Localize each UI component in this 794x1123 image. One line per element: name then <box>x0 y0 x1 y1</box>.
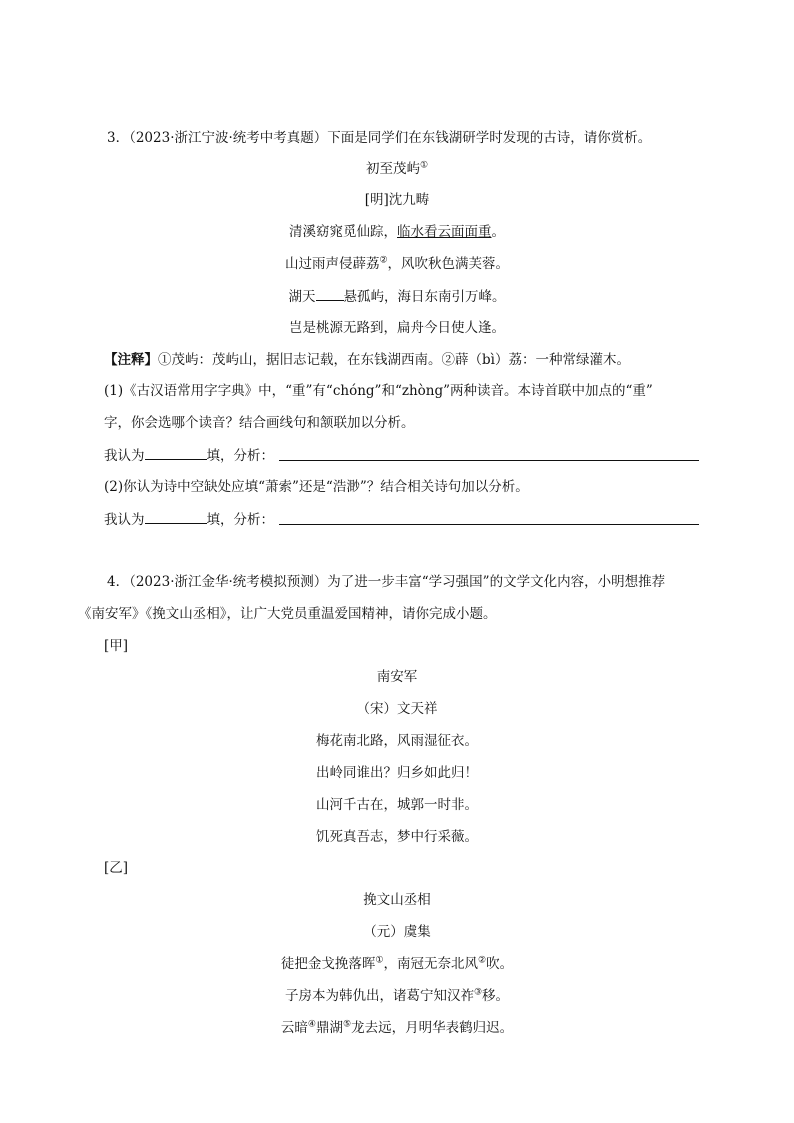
q4-poem1-line-3: 山河千古在，城郭一时非。 <box>316 797 478 813</box>
q3-note-text: ①茂屿：茂屿山，据旧志记载，在东钱湖西南。②薜（bì）荔：一种常绿灌木。 <box>158 352 630 368</box>
q3-line1-part-c: 。 <box>491 224 505 240</box>
q4-poem2-line-1 <box>0 954 794 974</box>
q4-stem-line2: 《南安军》《挽文山丞相》，让广大党员重温爱国精神，请你完成小题。 <box>78 606 497 622</box>
q3-answer2-choice-blank[interactable] <box>145 509 207 524</box>
q4-p2-l2-a: 子房本为韩仇出，诸葛宁知汉祚 <box>284 988 474 1004</box>
q4-p2-l1-note2: ② <box>478 955 487 966</box>
q3-answer2-prefix: 我认为 <box>104 512 145 528</box>
q4-p2-l2-note1: ③ <box>473 987 483 998</box>
q4-poem1-author: （宋）文天祥 <box>356 701 438 717</box>
q4-p2-l3-c: 龙去远，月明华表鹤归迟。 <box>351 1020 514 1036</box>
q4-poem1-line-1: 梅花南北路，风雨湿征衣。 <box>316 733 478 749</box>
q3-line2-note-mark: ② <box>379 255 388 266</box>
q4-stem-line1: 4．（2023·浙江金华·统考模拟预测）为了进一步丰富“学习强国”的文学文化内容，小明想推荐 <box>107 574 666 590</box>
q3-poem-line-4: 岂是桃源无路到，扁舟今日使人逢。 <box>289 320 505 336</box>
q3-line2-part-a: 山过雨声侵薜荔 <box>284 256 380 272</box>
q3-poem-title <box>0 159 794 179</box>
q4-p2-l3-note1: ④ <box>307 1019 316 1030</box>
q4-p2-l1-a: 徒把金戈挽落晖 <box>280 956 376 972</box>
q3-answer1-choice-blank[interactable] <box>145 445 207 460</box>
q3-answer1-analysis-line[interactable] <box>279 460 699 461</box>
q3-line1-part-a: 清溪窈窕觅仙踪， <box>289 224 397 240</box>
q3-answer1-prefix: 我认为 <box>104 448 145 464</box>
q3-line2-part-b: ，风吹秋色满芙蓉。 <box>387 256 510 272</box>
q3-poem-author: [明]沈九畴 <box>364 192 430 208</box>
q4-poem2-line-3 <box>0 1018 794 1038</box>
q3-note-label: 【注释】 <box>104 352 158 368</box>
q3-poem-title-text: 初至茂屿 <box>365 161 420 177</box>
q4-p2-l1-c: 吹。 <box>486 956 514 972</box>
q4-p2-l2-b: 移。 <box>482 988 510 1004</box>
q3-answer1-mid: 填，分析： <box>206 448 274 464</box>
q3-answer2 <box>104 509 274 530</box>
q3-notes <box>104 350 630 370</box>
q3-line3-part-a: 湖天 <box>288 289 316 305</box>
q3-poem-line-2 <box>0 254 794 274</box>
q4-yi-label: [乙] <box>104 860 129 876</box>
q3-stem: 3．（2023·浙江宁波·统考中考真题）下面是同学们在东钱湖研学时发现的古诗，请你赏析。 <box>107 130 652 146</box>
q4-poem1-title: 南安军 <box>376 669 418 685</box>
q4-poem2-author: （元）虞集 <box>363 924 431 940</box>
q4-poem1-line-2: 出岭同谁出？归乡如此归！ <box>316 765 478 781</box>
q3-line1-underlined: 临水看云面面重 <box>397 224 492 240</box>
q4-p2-l1-b: ，南冠无奈北风 <box>383 956 478 972</box>
q4-jia-label: [甲] <box>104 638 129 654</box>
q4-p2-l3-note2: ⑤ <box>343 1019 352 1030</box>
q3-answer1 <box>104 445 274 466</box>
q4-poem2-line-2 <box>0 986 794 1006</box>
q3-poem-blank[interactable] <box>316 286 344 301</box>
q4-poem2-title: 挽文山丞相 <box>363 892 431 908</box>
q4-p2-l3-b: 鼎湖 <box>316 1020 343 1036</box>
q3-line3-part-b: 悬孤屿，海日东南引万峰。 <box>343 289 506 305</box>
q3-answer2-mid: 填，分析： <box>206 512 274 528</box>
q3-poem-line-3 <box>0 286 794 307</box>
q4-p2-l3-a: 云暗 <box>280 1020 308 1036</box>
q3-poem-line-1 <box>0 222 794 242</box>
q3-title-note-mark: ① <box>419 160 429 171</box>
q3-sub2: (2)你认为诗中空缺处应填“萧索”还是“浩渺”？结合相关诗句加以分析。 <box>104 479 529 495</box>
q4-poem1-line-4: 饥死真吾志，梦中行采薇。 <box>316 829 478 845</box>
q3-sub1-line1: (1)《古汉语常用字字典》中，“重”有“chóng”和“zhòng”两种读音。本诗首联中加点的“重” <box>104 383 653 399</box>
q3-answer2-analysis-line[interactable] <box>279 524 699 525</box>
q4-p2-l1-note1: ① <box>375 955 384 966</box>
q3-sub1-line2: 字，你会选哪个读音？结合画线句和颔联加以分析。 <box>104 415 415 431</box>
